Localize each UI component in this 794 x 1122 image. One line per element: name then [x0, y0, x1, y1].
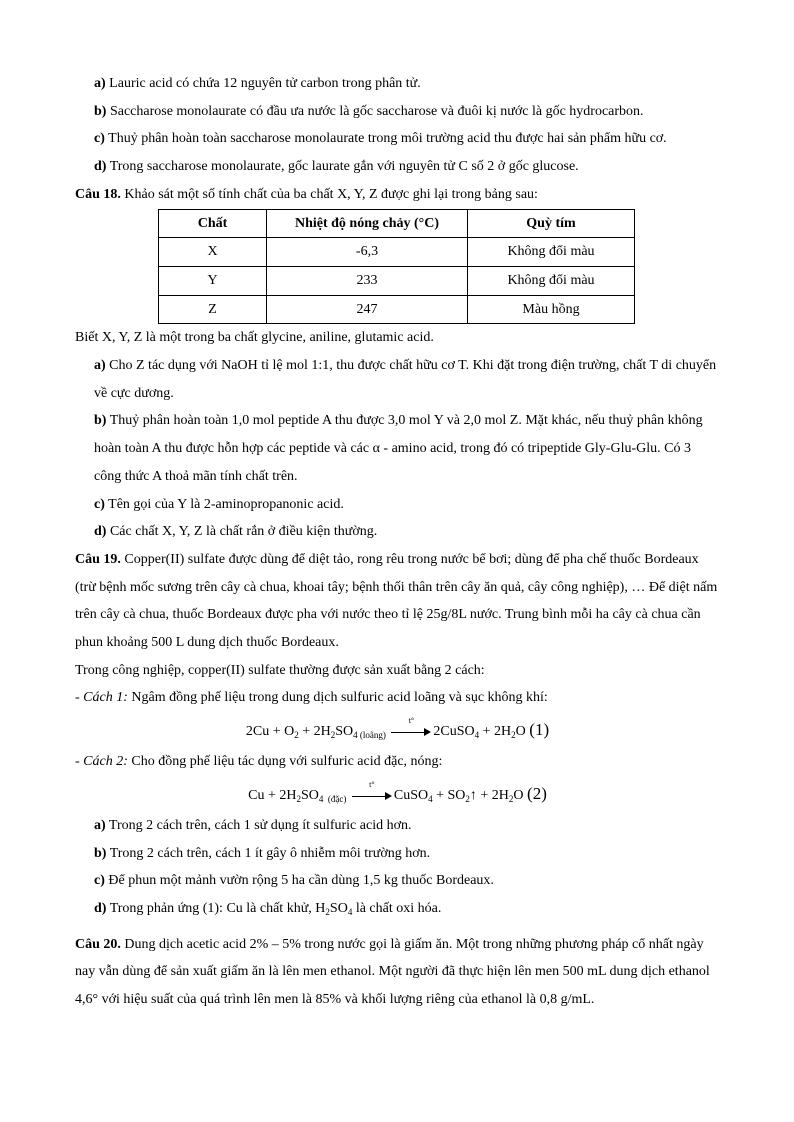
- equation-2: [75, 776, 720, 812]
- eq-sub: 4: [347, 906, 353, 917]
- document-page: [75, 70, 720, 1014]
- equation-1: [75, 712, 720, 748]
- table-header-row: [159, 209, 635, 238]
- option-text: Trong saccharose monolaurate, gốc laurate gắn với nguyên tử C số 2 ở gốc glucose.: [106, 159, 579, 175]
- question-text: Dung dịch acetic acid 2% – 5% trong nước gọi là giấm ăn. Một trong những phương pháp cổ nhất ngày nay vẫn dùng để sản xuất giấm ăn là lên men ethanol. Một người đã thực hiện lên men 500 mL dung dịch ethanol 4,6° với hiệu suất của quá trình lên men là 85% và khối lượng riêng của ethanol là 0,8 g/mL.: [75, 936, 710, 1008]
- eq-sub: 2: [325, 906, 330, 917]
- q19-intro: [75, 546, 720, 657]
- option-label: d): [94, 900, 107, 916]
- table-cell: Không đổi màu: [468, 238, 635, 267]
- q17-option-b: [75, 98, 720, 126]
- option-text: Để phun một mảnh vườn rộng 5 ha cần dùng 1,5 kg thuốc Bordeaux.: [104, 873, 494, 889]
- question-number: Câu 20.: [75, 936, 121, 952]
- table-header: Nhiệt độ nóng chảy (°C): [267, 209, 468, 238]
- method-name: Cách 2:: [83, 754, 128, 770]
- method-text: Ngâm đồng phế liệu trong dung dịch sulfuric acid loãng và sục không khí:: [127, 690, 548, 706]
- dash: -: [75, 754, 84, 770]
- eq-text: CuSO: [393, 787, 429, 803]
- eq-text: ↑ + 2H: [469, 787, 509, 803]
- option-label: a): [94, 817, 106, 833]
- eq-text: + SO: [432, 787, 466, 803]
- spacer: [75, 923, 720, 931]
- option-label: c): [94, 873, 105, 889]
- table-cell: 233: [267, 266, 468, 295]
- option-text: Cho Z tác dụng với NaOH tỉ lệ mol 1:1, thu được chất hữu cơ T. Khi đặt trong điện trường, chất T di chuyển về cực dương.: [94, 358, 717, 401]
- eq-sub: 4: [474, 730, 480, 741]
- table-row: [159, 295, 635, 324]
- option-text: SO: [329, 900, 348, 916]
- properties-table: [158, 209, 635, 325]
- q18-intro: [75, 181, 720, 209]
- q18-after-table: Biết X, Y, Z là một trong ba chất glycine, aniline, glutamic acid.: [75, 330, 434, 346]
- q18-option-a: [75, 352, 720, 407]
- eq-sub: 4: [428, 793, 433, 804]
- table-cell: X: [159, 238, 267, 267]
- dash: -: [75, 690, 84, 706]
- option-label: c): [94, 131, 105, 147]
- table-cell: Z: [159, 295, 267, 324]
- q19-industry: Trong công nghiệp, copper(II) sulfate thường được sản xuất bằng 2 cách:: [75, 662, 485, 678]
- option-text: Các chất X, Y, Z là chất rắn ở điều kiện thường.: [106, 524, 378, 540]
- eq-text: + 2H: [479, 724, 512, 740]
- q18-option-c: [75, 491, 720, 519]
- eq-text: + 2H: [298, 724, 331, 740]
- option-text: là chất oxi hóa.: [352, 900, 442, 916]
- table-cell: Màu hồng: [468, 295, 635, 324]
- table-row: [159, 238, 635, 267]
- q19-method-2: [75, 748, 720, 776]
- eq-text: Cu + 2H: [248, 787, 297, 803]
- q17-option-d: [75, 153, 720, 181]
- option-text: Trong 2 cách trên, cách 1 ít gây ô nhiễm môi trường hơn.: [106, 845, 431, 861]
- option-label: a): [94, 358, 106, 374]
- table-cell: Y: [159, 266, 267, 295]
- option-text: Trong 2 cách trên, cách 1 sử dụng ít sulfuric acid hơn.: [105, 817, 412, 833]
- method-name: Cách 1:: [83, 690, 128, 706]
- eq-sub: 2: [508, 793, 514, 804]
- table-cell: 247: [267, 295, 468, 324]
- option-text: Tên gọi của Y là 2-aminopropanonic acid.: [104, 496, 344, 512]
- table-row: [159, 266, 635, 295]
- q18-option-b: [75, 407, 720, 490]
- reaction-condition: t°: [369, 779, 375, 789]
- eq-sub: 2: [330, 730, 336, 741]
- q20-text: [75, 931, 720, 1014]
- eq-text: O: [515, 724, 526, 740]
- table-cell: Không đổi màu: [468, 266, 635, 295]
- method-text: Cho đồng phế liệu tác dụng với sulfuric acid đặc, nóng:: [127, 754, 443, 770]
- option-label: d): [94, 524, 107, 540]
- eq-sub: 2: [296, 793, 301, 804]
- q19-method-1: [75, 684, 720, 712]
- option-text: Saccharose monolaurate có đầu ưa nước là gốc saccharose và đuôi kị nước là gốc hydrocarbon.: [106, 103, 644, 119]
- eq-sub: 4 (loãng): [353, 730, 386, 741]
- option-label: b): [94, 413, 107, 429]
- eq-text: SO: [300, 787, 319, 803]
- eq-sub: 4 (đặc): [318, 793, 347, 804]
- q19-option-a: [75, 812, 720, 840]
- option-text: Thuỷ phân hoàn toàn 1,0 mol peptide A thu được 3,0 mol Y và 2,0 mol Z. Mặt khác, nếu thuỷ phân không hoàn toàn A thu được hỗn hợp các peptide và các α - amino acid, trong đó có tripeptide Gly-Glu-Glu. Có 3 công thức A thoả mãn tính chất trên.: [94, 413, 703, 484]
- option-label: c): [94, 496, 105, 512]
- eq-sub: 2: [511, 730, 516, 741]
- eq-text: 2CuSO: [433, 724, 475, 740]
- reaction-arrow-icon: [352, 779, 392, 803]
- option-label: b): [94, 103, 107, 119]
- reaction-condition: t°: [408, 715, 415, 725]
- equation-number: (1): [529, 720, 550, 740]
- question-text: Khảo sát một số tính chất của ba chất X, Y, Z được ghi lại trong bảng sau:: [120, 186, 538, 202]
- question-number: Câu 19.: [75, 551, 121, 567]
- option-label: d): [94, 159, 107, 175]
- reaction-arrow-icon: [391, 715, 431, 739]
- eq-text: 2Cu + O: [245, 724, 295, 740]
- option-label: b): [94, 845, 107, 861]
- option-text: Lauric acid có chứa 12 nguyên tử carbon trong phân tử.: [105, 76, 421, 91]
- table-cell: -6,3: [267, 238, 468, 267]
- eq-sub: 2: [294, 730, 299, 741]
- q17-option-a: [75, 70, 720, 98]
- eq-sub: 2: [465, 793, 470, 804]
- table-header: Quỳ tím: [468, 209, 635, 238]
- q17-option-c: [75, 125, 720, 153]
- option-label: a): [94, 76, 106, 91]
- option-text: Thuỷ phân hoàn toàn saccharose monolaurate trong môi trường acid thu được hai sản phẩm hữu cơ.: [104, 131, 667, 147]
- eq-text: O: [513, 787, 524, 803]
- q19-option-b: [75, 840, 720, 868]
- eq-text: SO: [335, 724, 354, 740]
- q18-option-d: [75, 518, 720, 546]
- q19-option-d: [75, 895, 720, 923]
- equation-number: (2): [527, 783, 547, 803]
- question-number: Câu 18.: [75, 186, 121, 202]
- q19-option-c: [75, 867, 720, 895]
- option-text: Trong phản ứng (1): Cu là chất khử, H: [106, 900, 326, 916]
- question-text: Copper(II) sulfate được dùng để diệt tảo, rong rêu trong nước bể bơi; dùng để pha chế thuốc Bordeaux (trừ bệnh mốc sương trên cây cà chua, khoai tây; bệnh thối thân trên cây ăn quả, cây công nghiệp), … Để diệt nấm trên cây cà chua, thuốc Bordeaux được pha với nước theo tỉ lệ 25g/8L nước. Trung bình mỗi ha cây cà chua cần phun khoảng 500 L dung dịch thuốc Bordeaux.: [75, 551, 718, 651]
- table-header: Chất: [159, 209, 267, 238]
